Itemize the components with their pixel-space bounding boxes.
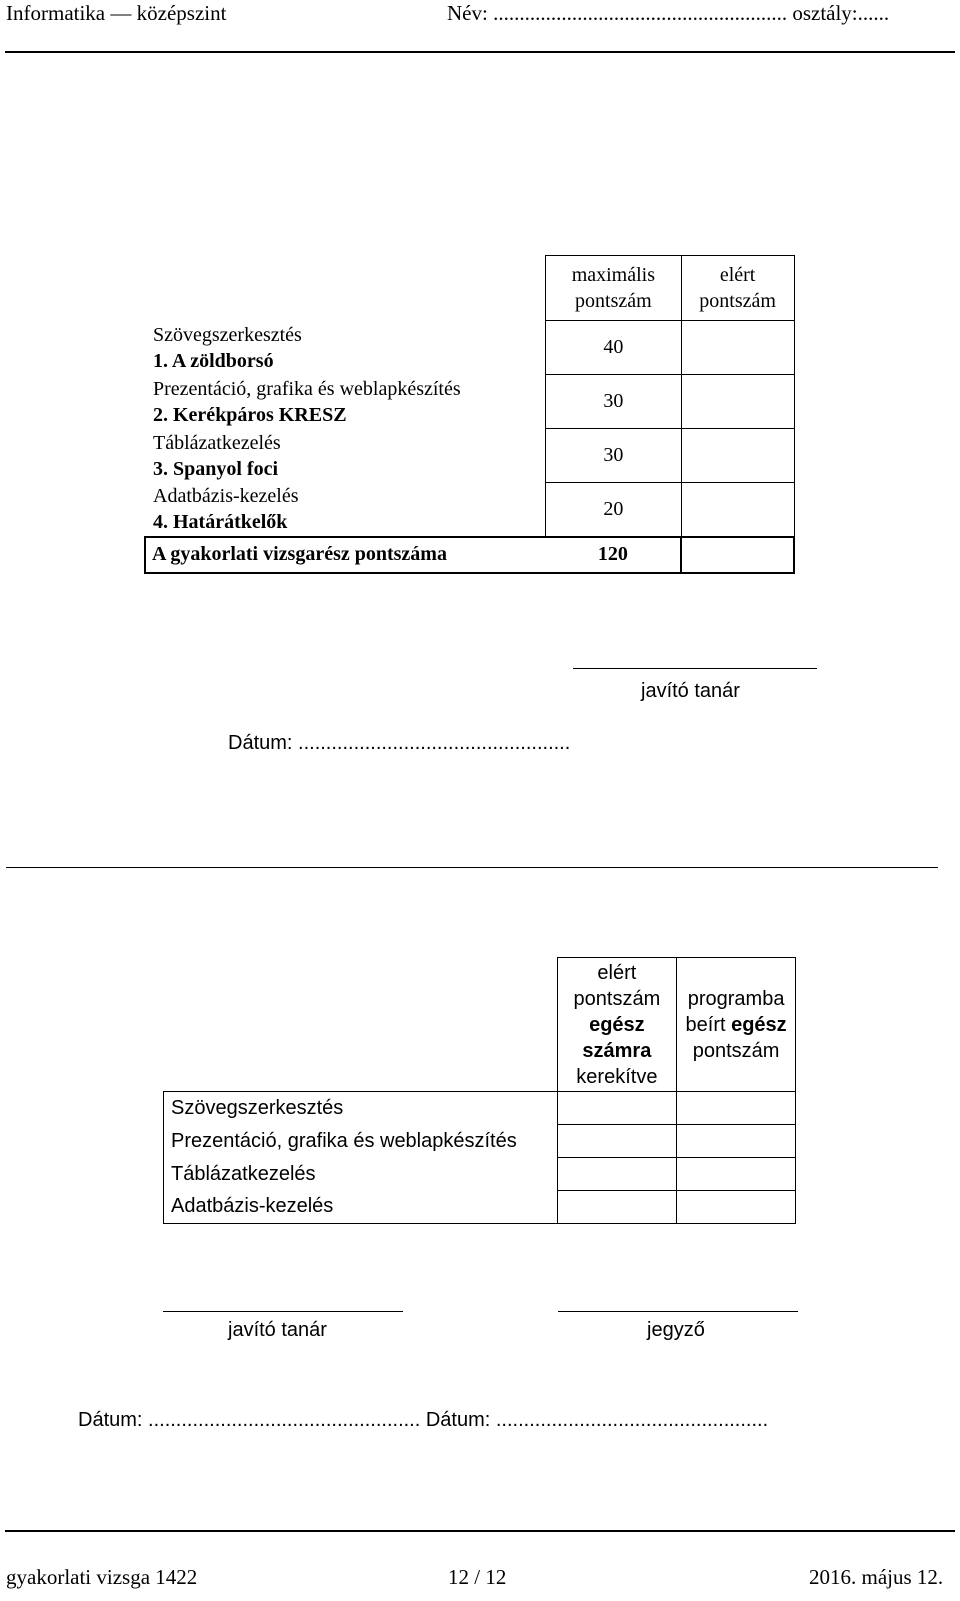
signature-role-notary: jegyző [647,1319,705,1341]
signature-line-teacher [163,1311,403,1312]
total-label: A gyakorlati vizsgarész pontszáma [145,537,546,573]
entered-points-cell[interactable] [677,1092,796,1125]
footer-date: 2016. május 12. [809,1565,944,1589]
rounded-score-table [163,957,796,1224]
header-rule [5,51,955,53]
achieved-points-cell[interactable] [681,429,794,483]
max-points: 20 [546,483,682,537]
date-line: Dátum: ................................................. [228,732,571,754]
footer-exam-code: gyakorlati vizsga 1422 [6,1565,198,1589]
footer-rule [5,1530,955,1532]
col-achieved-points: elért pontszám [681,256,794,321]
score-table-blank [145,256,546,321]
signature-line [573,668,817,669]
col-rounded-points: elért pontszám egész számra kerekítve [557,958,677,1092]
task-label: Prezentáció, grafika és weblapkészítés 2. Kerékpáros KRESZ [153,377,461,426]
row-label: Szövegszerkesztés [164,1092,558,1125]
rounded-points-cell[interactable] [557,1092,677,1125]
rounded-points-cell[interactable] [557,1125,677,1158]
col-max-points: maximális pontszám [546,256,682,321]
date-lines: Dátum: ................................................. Dátum: ................................................. [78,1409,769,1431]
task-label: Adatbázis-kezelés 4. Határátkelők [153,485,299,533]
row-label: Adatbázis-kezelés [164,1191,558,1224]
task-label: Táblázatkezelés 3. Spanyol foci [153,431,281,480]
signature-line-notary [558,1311,798,1312]
max-points: 30 [546,429,682,483]
rounded-table-blank [164,958,558,1092]
header-subject: Informatika — középszint [6,1,227,25]
signature-role-teacher: javító tanár [228,1319,327,1341]
row-label: Prezentáció, grafika és weblapkészítés [164,1125,558,1158]
entered-points-cell[interactable] [677,1191,796,1224]
max-points: 40 [546,321,682,375]
total-achieved-cell[interactable] [681,537,794,573]
entered-points-cell[interactable] [677,1158,796,1191]
header-name-class: Név: ........................................................ osztály:...... [447,1,890,25]
rounded-points-cell[interactable] [557,1191,677,1224]
rounded-points-cell[interactable] [557,1158,677,1191]
score-table [144,255,795,574]
achieved-points-cell[interactable] [681,375,794,429]
task-label: Szövegszerkesztés 1. A zöldborsó [153,323,302,372]
signature-role: javító tanár [641,680,740,702]
entered-points-cell[interactable] [677,1125,796,1158]
row-label: Táblázatkezelés [164,1158,558,1191]
section-divider [6,867,938,868]
max-points: 30 [546,375,682,429]
achieved-points-cell[interactable] [681,483,794,537]
total-max: 120 [546,537,682,573]
col-entered-points: programba beírt egész pontszám [677,958,796,1092]
achieved-points-cell[interactable] [681,321,794,375]
footer-page-number: 12 / 12 [448,1565,507,1589]
